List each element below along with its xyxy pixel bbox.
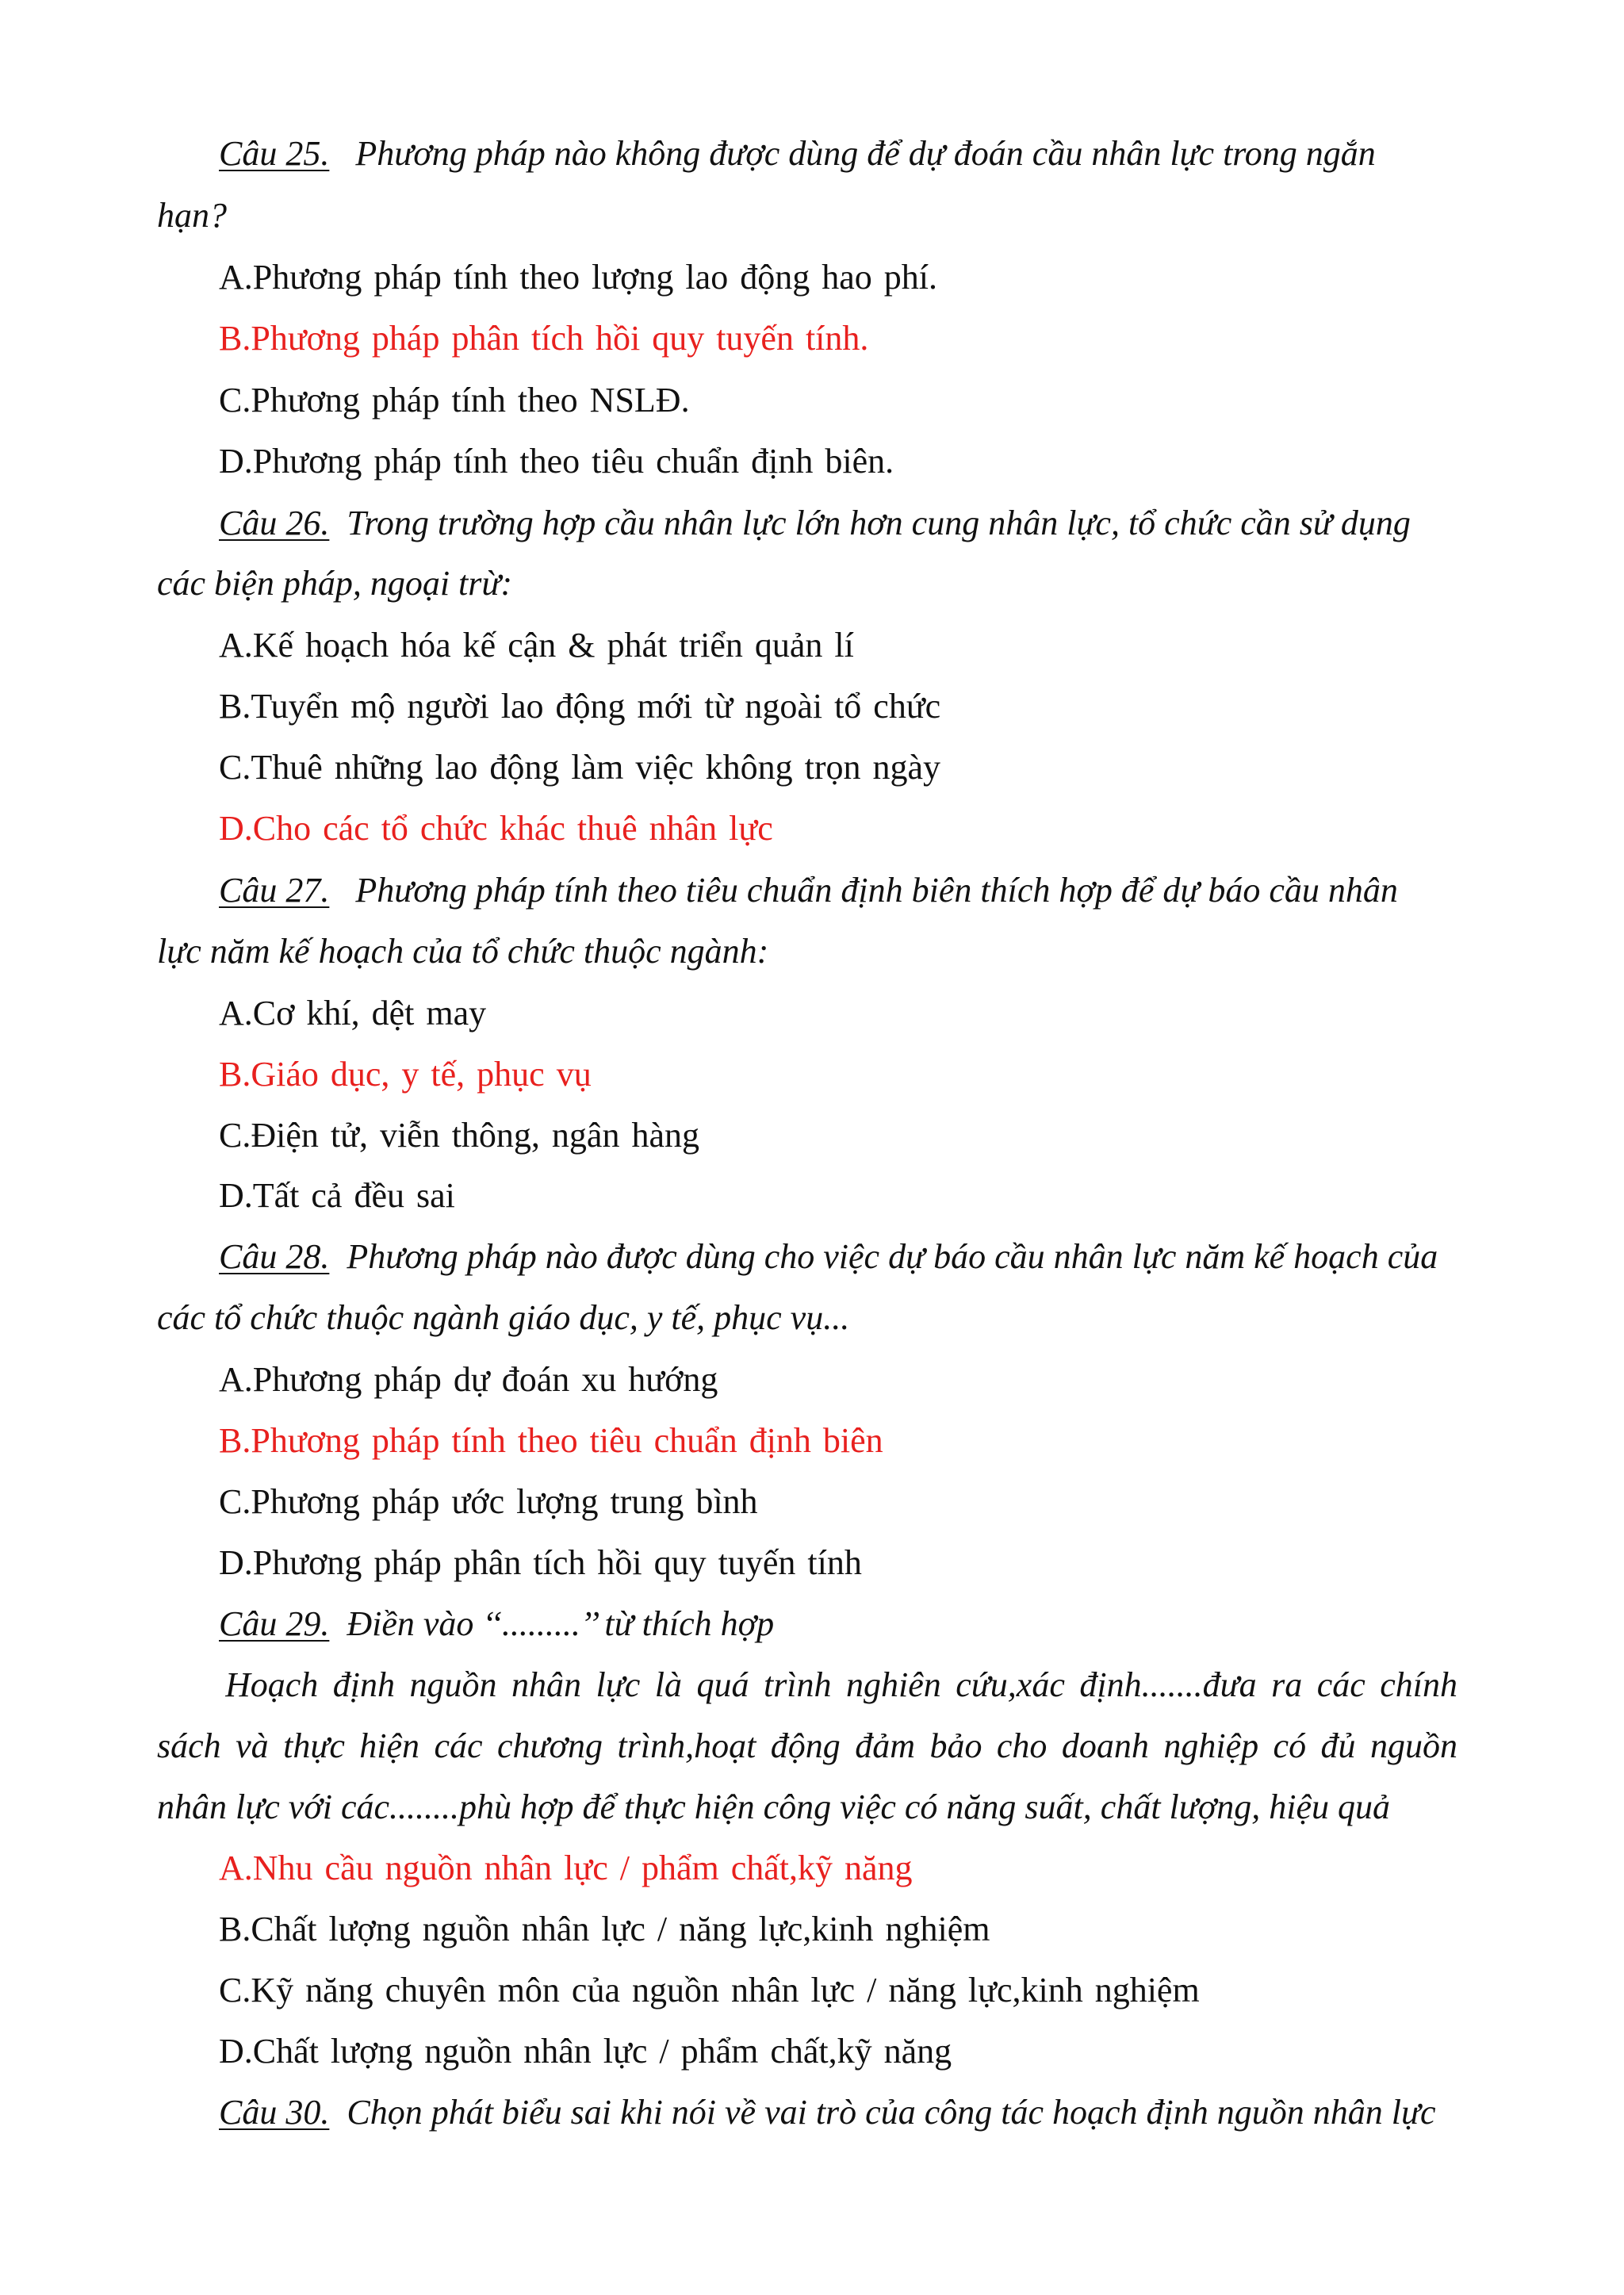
question-26-cont bbox=[157, 560, 512, 607]
option-28-b: B.Phương pháp tính theo tiêu chuẩn định biên bbox=[219, 1421, 883, 1460]
question-29-para-2: sách và thực hiện các chương trình,hoạt động đảm bảo cho doanh nghiệp có đủ nguồn bbox=[157, 1726, 1457, 1765]
question-number: Câu 25. bbox=[219, 134, 330, 173]
option-26-c: C.Thuê những lao động làm việc không trọn ngày bbox=[219, 748, 941, 787]
option-27-d: D.Tất cả đều sai bbox=[219, 1176, 455, 1215]
question-28-cont bbox=[157, 1294, 849, 1342]
option-26-b: B.Tuyển mộ người lao động mới từ ngoài tổ chức bbox=[219, 687, 941, 726]
question-text: lực năm kế hoạch của tổ chức thuộc ngành: bbox=[157, 932, 769, 971]
question-29-para-3: nhân lực với các........phù hợp để thực hiện công việc có năng suất, chất lượng, hiệu quả bbox=[157, 1787, 1390, 1826]
question-text: các biện pháp, ngoại trừ: bbox=[157, 564, 513, 603]
question-27-cont bbox=[157, 928, 768, 975]
option-26-a: A.Kế hoạch hóa kế cận & phát triển quản lí bbox=[219, 626, 854, 665]
question-25-cont bbox=[157, 192, 227, 239]
option-28-a: A.Phương pháp dự đoán xu hướng bbox=[219, 1360, 718, 1399]
question-number: Câu 29. bbox=[219, 1604, 330, 1643]
option-29-b: B.Chất lượng nguồn nhân lực / năng lực,kinh nghiệm bbox=[219, 1910, 990, 1948]
question-26 bbox=[219, 500, 1411, 547]
option-27-b: B.Giáo dục, y tế, phục vụ bbox=[219, 1055, 592, 1094]
question-25 bbox=[219, 130, 1376, 178]
question-28 bbox=[219, 1233, 1438, 1281]
option-25-a: A.Phương pháp tính theo lượng lao động hao phí. bbox=[219, 258, 937, 297]
question-text: các tổ chức thuộc ngành giáo dục, y tế, phục vụ... bbox=[157, 1298, 850, 1337]
question-29 bbox=[219, 1600, 774, 1648]
question-text: Chọn phát biểu sai khi nói về vai trò của công tác hoạch định nguồn nhân lực bbox=[347, 2093, 1436, 2132]
option-27-c: C.Điện tử, viễn thông, ngân hàng bbox=[219, 1116, 699, 1155]
option-25-c: C.Phương pháp tính theo NSLĐ. bbox=[219, 381, 690, 420]
option-28-d: D.Phương pháp phân tích hồi quy tuyến tính bbox=[219, 1543, 862, 1582]
question-text: Phương pháp nào được dùng cho việc dự báo cầu nhân lực năm kế hoạch của bbox=[347, 1237, 1438, 1276]
question-number: Câu 30. bbox=[219, 2093, 330, 2132]
question-29-para-1: Hoạch định nguồn nhân lực là quá trình nghiên cứu,xác định.......đưa ra các chính bbox=[225, 1665, 1457, 1704]
question-27 bbox=[219, 867, 1398, 914]
option-27-a: A.Cơ khí, dệt may bbox=[219, 994, 487, 1033]
question-30 bbox=[219, 2089, 1436, 2136]
option-28-c: C.Phương pháp ước lượng trung bình bbox=[219, 1482, 758, 1521]
option-29-c: C.Kỹ năng chuyên môn của nguồn nhân lực / năng lực,kinh nghiệm bbox=[219, 1971, 1200, 2010]
option-25-d: D.Phương pháp tính theo tiêu chuẩn định biên. bbox=[219, 442, 894, 481]
question-text: hạn? bbox=[157, 196, 227, 235]
question-text: Điền vào ‘‘.........’’ từ thích hợp bbox=[347, 1604, 775, 1643]
question-text: Phương pháp tính theo tiêu chuẩn định biên thích hợp để dự báo cầu nhân bbox=[355, 871, 1398, 910]
option-26-d: D.Cho các tổ chức khác thuê nhân lực bbox=[219, 809, 773, 848]
question-number: Câu 26. bbox=[219, 504, 330, 542]
question-number: Câu 28. bbox=[219, 1237, 330, 1276]
option-29-d: D.Chất lượng nguồn nhân lực / phẩm chất,kỹ năng bbox=[219, 2032, 952, 2071]
question-text: Phương pháp nào không được dùng để dự đoán cầu nhân lực trong ngắn bbox=[355, 134, 1376, 173]
option-25-b: B.Phương pháp phân tích hồi quy tuyến tính. bbox=[219, 319, 869, 358]
question-text: Trong trường hợp cầu nhân lực lớn hơn cung nhân lực, tổ chức cần sử dụng bbox=[347, 504, 1411, 542]
question-number: Câu 27. bbox=[219, 871, 330, 910]
option-29-a: A.Nhu cầu nguồn nhân lực / phẩm chất,kỹ năng bbox=[219, 1849, 913, 1887]
